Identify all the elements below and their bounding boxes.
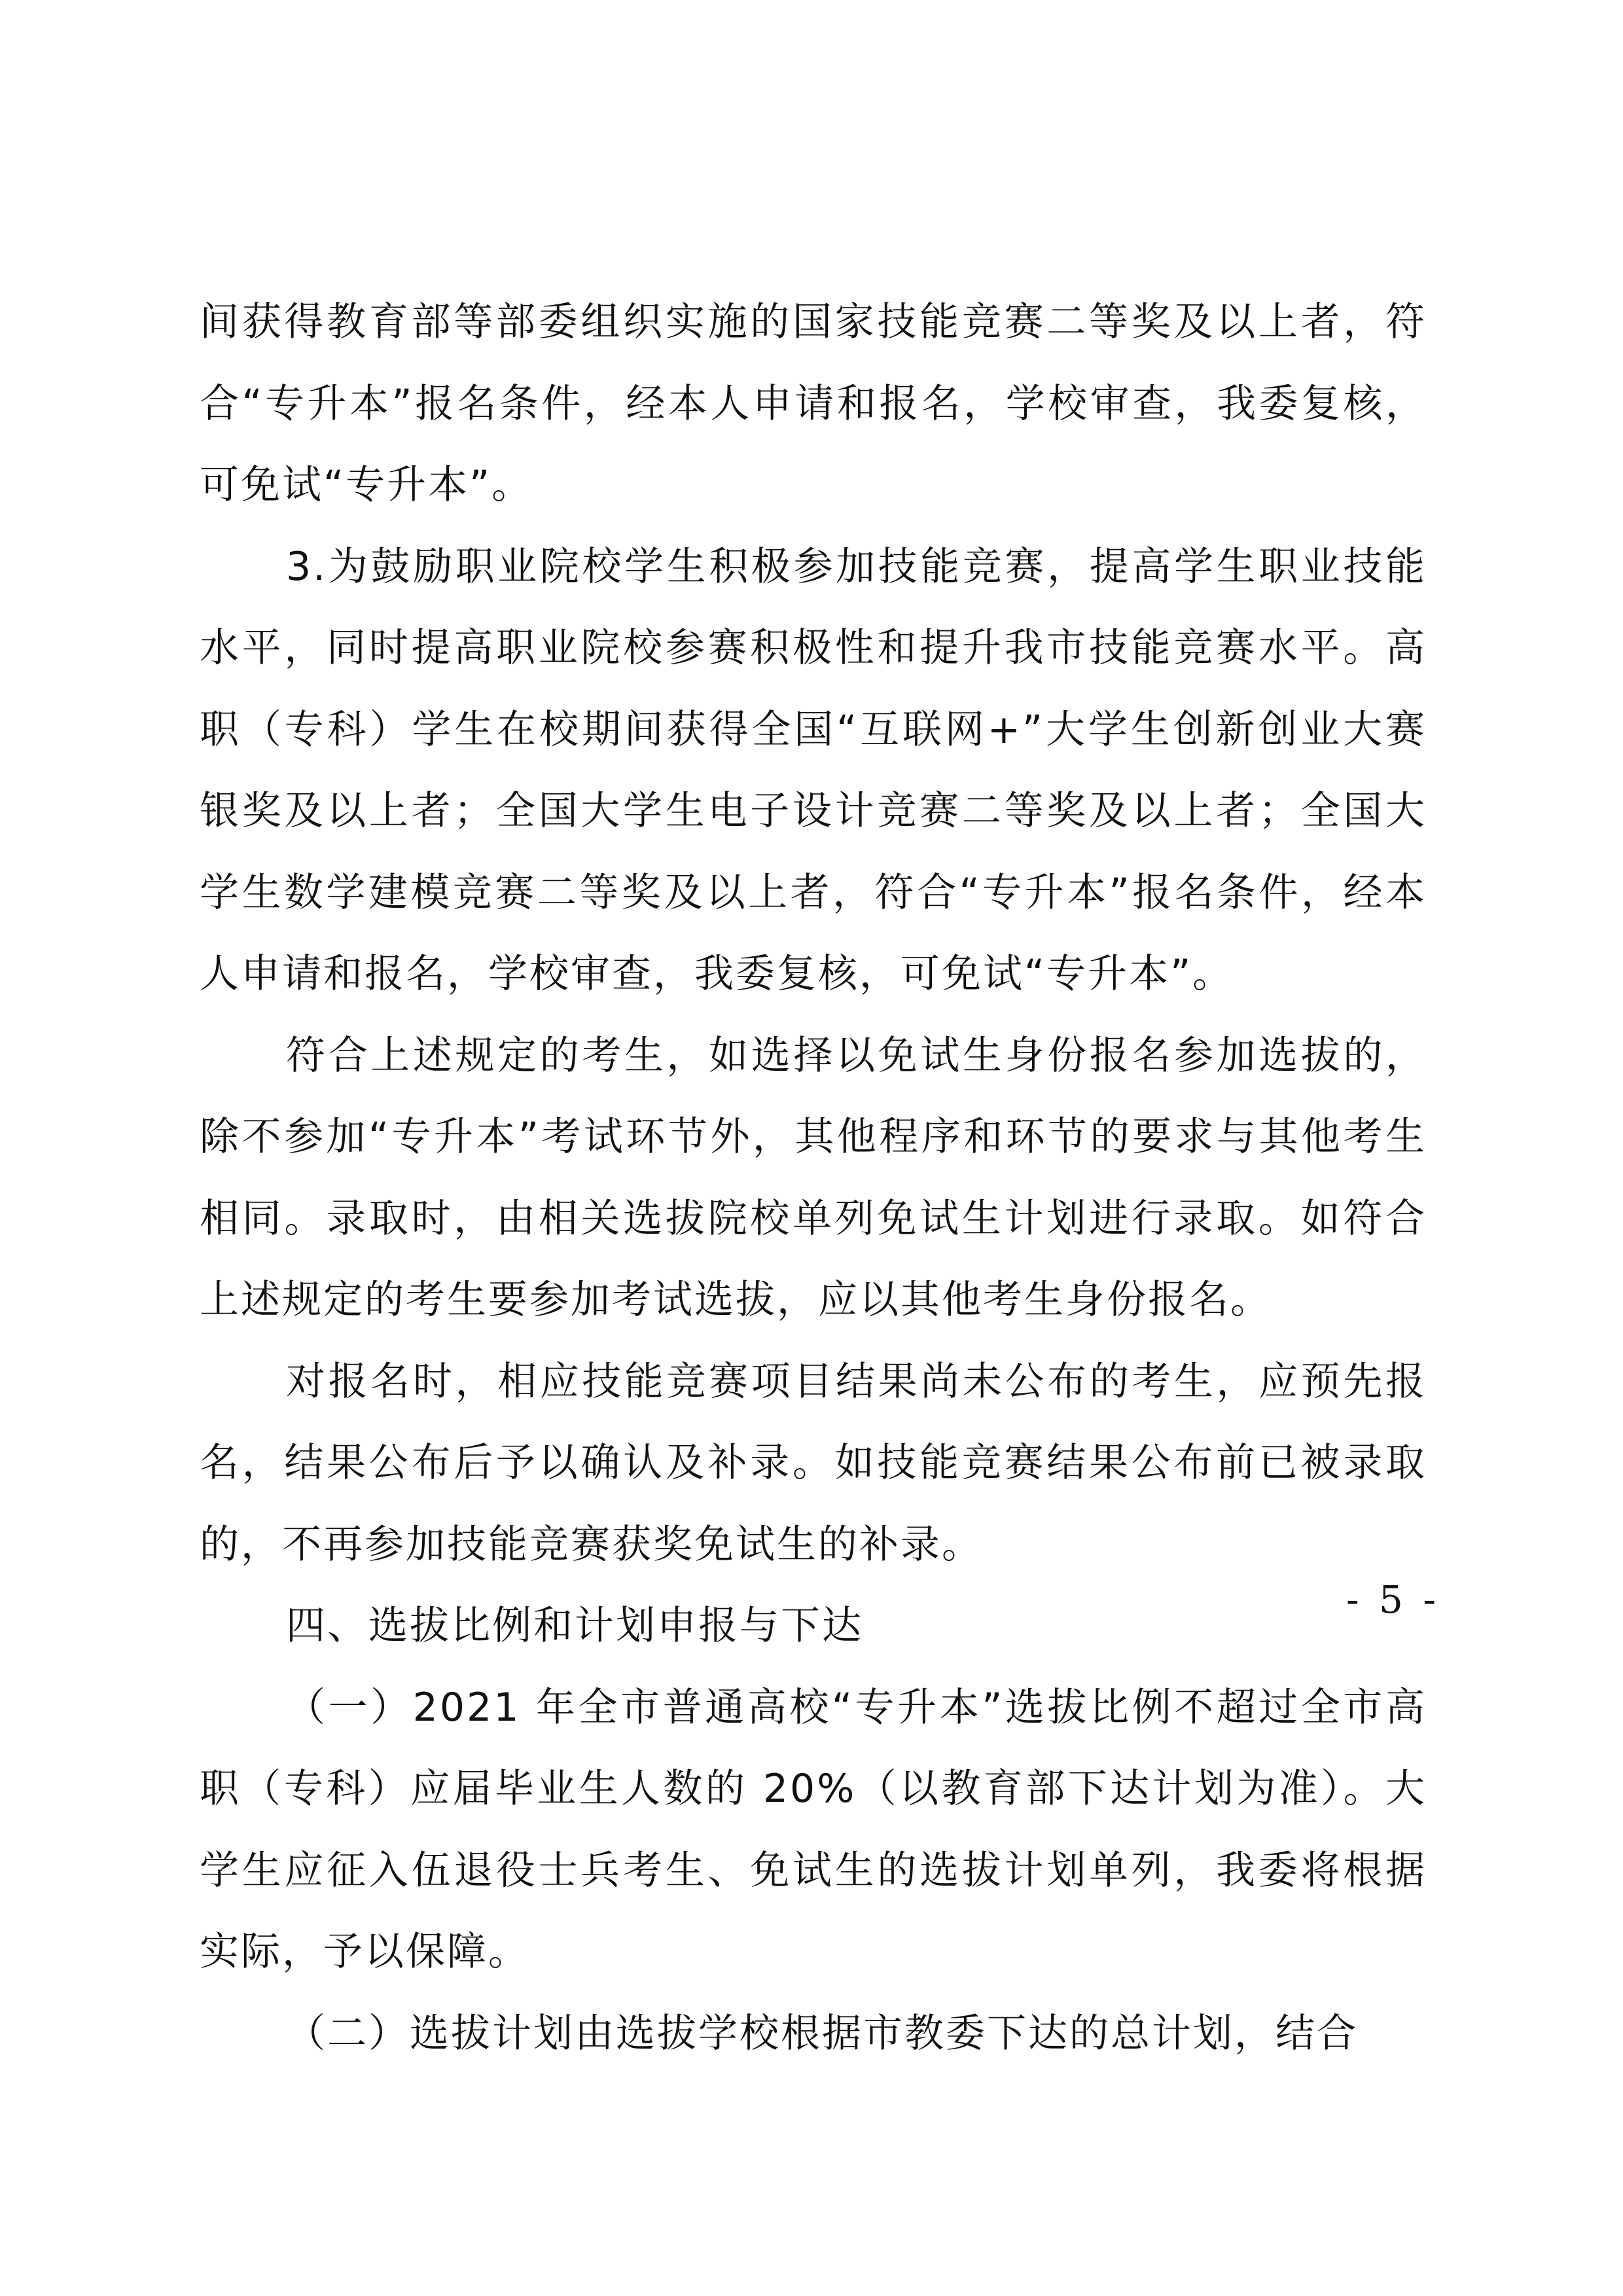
paragraph-6: （二）选拔计划由选拔学校根据市教委下达的总计划，结合 (286, 2010, 1358, 2056)
body-text (200, 281, 1427, 2074)
page-number: - 5 - (1346, 1577, 1440, 1622)
section-heading: 四、选拔比例和计划申报与下达 (286, 1603, 863, 1649)
paragraph-5: （一）2021 年全市普通高校“专升本”选拔比例不超过全市高职（专科）应届毕业生人数的 20%（以教育部下达计划为准）。大学生应征入伍退役士兵考生、免试生的选拔计划单列，我委将根据实际，予以保障。 (200, 1684, 1427, 1975)
paragraph-1: 间获得教育部等部委组织实施的国家技能竞赛二等奖及以上者，符合“专升本”报名条件，经本人申请和报名，学校审查，我委复核，可免试“专升本”。 (200, 299, 1427, 508)
paragraph-4: 对报名时，相应技能竞赛项目结果尚未公布的考生，应预先报名，结果公布后予以确认及补录。如技能竞赛结果公布前已被录取的，不再参加技能竞赛获奖免试生的补录。 (200, 1358, 1427, 1568)
paragraph-2: 3.为鼓励职业院校学生积极参加技能竞赛，提高学生职业技能水平，同时提高职业院校参赛积极性和提升我市技能竞赛水平。高职（专科）学生在校期间获得全国“互联网+”大学生创新创业大赛银奖及以上者；全国大学生电子设计竞赛二等奖及以上者；全国大学生数学建模竞赛二等奖及以上者，符合“专升本”报名条件，经本人申请和报名，学校审查，我委复核，可免试“专升本”。 (200, 543, 1427, 997)
paragraph-3: 符合上述规定的考生，如选择以免试生身份报名参加选拔的，除不参加“专升本”考试环节外，其他程序和环节的要求与其他考生相同。录取时，由相关选拔院校单列免试生计划进行录取。如符合上述规定的考生要参加考试选拔，应以其他考生身份报名。 (200, 1032, 1427, 1323)
